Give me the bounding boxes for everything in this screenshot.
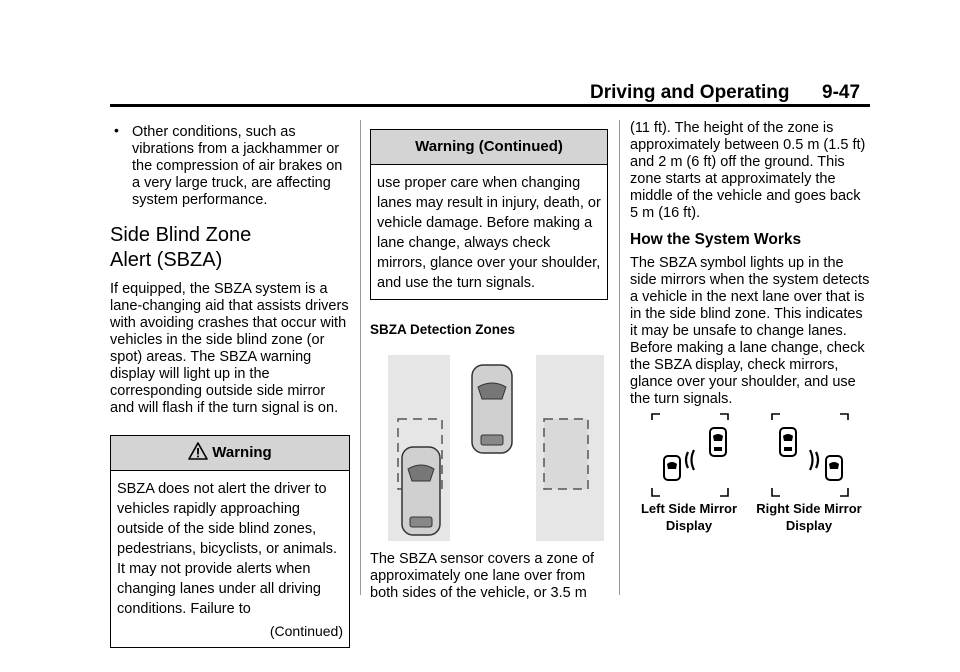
- adjacent-vehicle: [402, 447, 440, 535]
- figure-caption: SBZA Detection Zones: [370, 322, 516, 337]
- right-detection-zone: [544, 419, 588, 489]
- intro-paragraph: If equipped, the SBZA system is a lane-changing aid that assists drivers with avoiding crashes that occur with vehicles in the side blind zone (or spot) areas. The SBZA warning display will light up in the corresponding outside side mirror and will flash if the turn signal is on.: [110, 281, 349, 416]
- warning-box: [110, 435, 350, 648]
- list-item: [110, 124, 350, 209]
- caption-line: Left Side Mirror: [640, 501, 738, 516]
- column-1: [110, 120, 350, 648]
- warning-header: Warning (Continued): [371, 130, 607, 165]
- detection-zones-diagram: [386, 355, 608, 541]
- column-3: [630, 120, 870, 502]
- section-heading: [110, 223, 350, 273]
- column-2: [370, 120, 608, 602]
- bullet-mark: •: [114, 122, 119, 138]
- warning-body: [111, 471, 349, 647]
- mirror-captions: [630, 500, 870, 540]
- header-rule: [110, 104, 870, 107]
- zone-paragraph: (11 ft). The height of the zone is approximately between 0.5 m (1.5 ft) and 2 m (6 ft) off the ground. This zone starts at approximately the middle of the vehicle and goes back 5 m (16 ft).: [630, 120, 866, 221]
- warning-header: [111, 436, 349, 471]
- continued-label: (Continued): [269, 623, 343, 639]
- heading-line: Alert (SBZA): [110, 249, 223, 271]
- host-vehicle: [472, 365, 512, 453]
- right-mirror-sbza-symbol: [780, 428, 842, 480]
- caption-line: Right Side Mirror: [756, 501, 862, 516]
- sensor-paragraph: The SBZA sensor covers a zone of approximately one lane over from both sides of the vehicle, or 3.5 m: [370, 551, 595, 601]
- caption-line: Display: [665, 518, 713, 533]
- column-divider: [360, 120, 361, 595]
- section-title: Driving and Operating: [590, 82, 790, 103]
- left-mirror-sbza-symbol: [664, 428, 726, 480]
- warning-title: Warning: [212, 444, 272, 461]
- mirror-displays-diagram: [630, 412, 870, 502]
- caption-line: Display: [785, 518, 833, 533]
- subheading: How the System Works: [630, 231, 802, 248]
- right-mirror-caption: [750, 500, 868, 534]
- heading-line: Side Blind Zone: [110, 224, 252, 246]
- warning-text: SBZA does not alert the driver to vehicles rapidly approaching outside of the side blind zones, pedestrians, bicyclists, or animals. It may not provide alerts when changing lanes under all driving conditions. Failure to: [117, 481, 337, 617]
- warning-box-continued: [370, 129, 608, 300]
- warning-triangle-icon: [188, 442, 208, 460]
- how-it-works-paragraph: The SBZA symbol lights up in the side mirrors when the system detects a vehicle in the next lane over that is in the side blind zone. This indicates it may be unsafe to change lanes. Before making a lane change, check the SBZA display, check mirrors, glance over your shoulder, and use the turn signals.: [630, 255, 870, 407]
- bullet-text: Other conditions, such as vibrations from a jackhammer or the compression of air brakes on a very large truck, are affecting system performance.: [132, 124, 343, 208]
- page-number: 9-47: [822, 82, 861, 103]
- column-divider: [619, 120, 620, 595]
- warning-body: use proper care when changing lanes may result in injury, death, or vehicle damage. Before making a lane change, always check mirrors, glance over your shoulder, and use the turn signals.: [377, 175, 601, 291]
- left-mirror-caption: [630, 500, 748, 534]
